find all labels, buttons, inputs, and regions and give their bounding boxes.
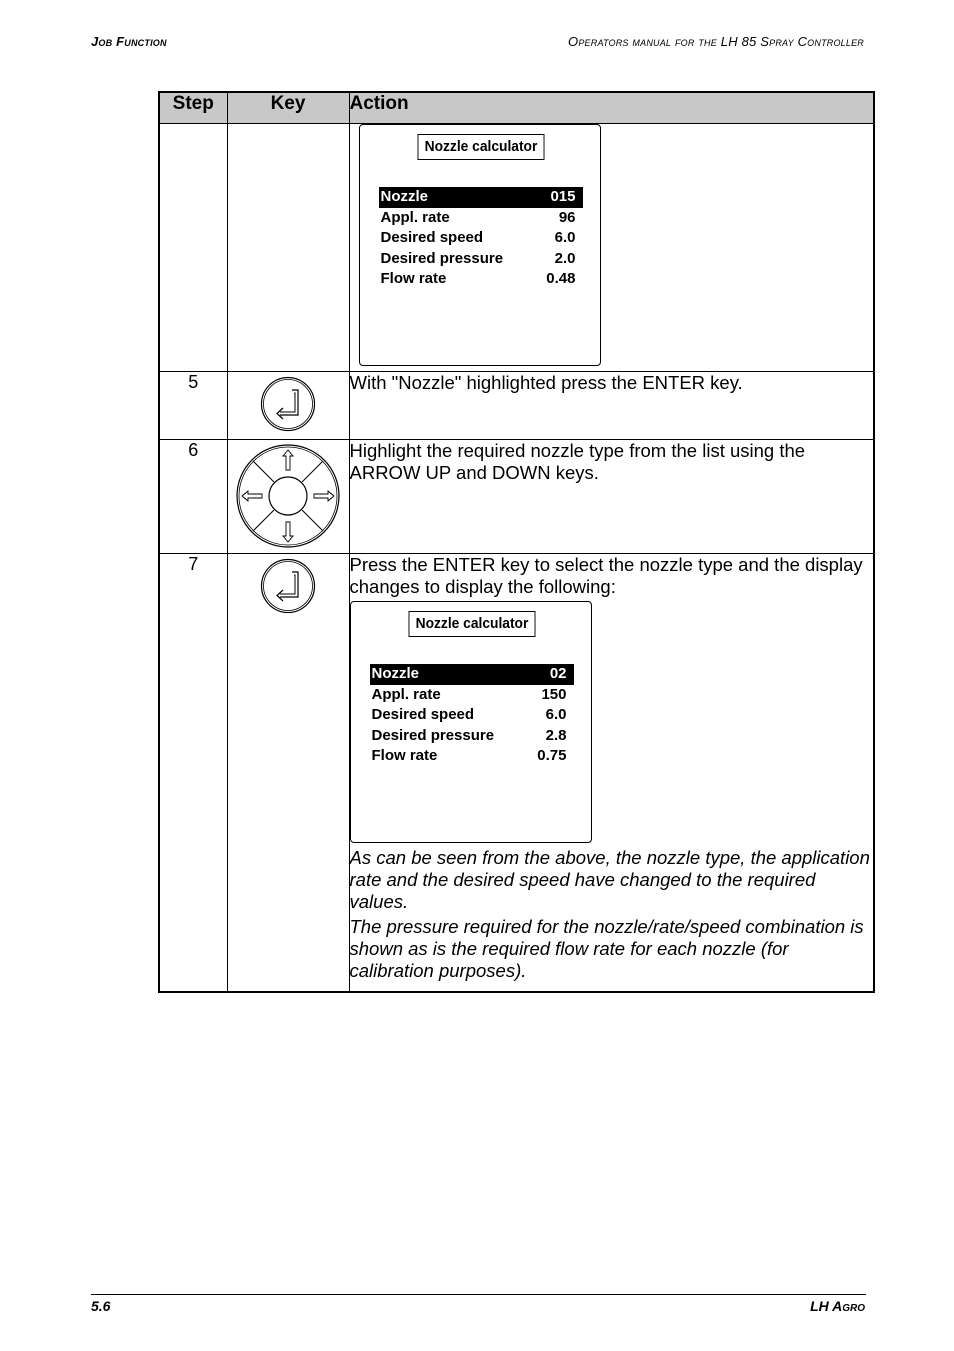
footer-company: LH Agro xyxy=(810,1298,865,1314)
note-paragraph: The pressure required for the nozzle/rate/speed combination is shown as is the required flow rate for each nozzle (for calibration purposes). xyxy=(349,916,864,981)
lcd-row-appl-rate: Appl. rate 150 xyxy=(371,685,567,703)
step-number: 5 xyxy=(159,372,227,440)
lcd-row-flow-rate: Flow rate 0.48 xyxy=(380,270,576,287)
column-header-action: Action xyxy=(349,92,874,124)
lcd-title: Nozzle calculator xyxy=(417,134,544,160)
lcd-row-desired-pressure: Desired pressure 2.0 xyxy=(380,249,576,267)
key-cell xyxy=(227,440,349,554)
table-row xyxy=(159,440,874,554)
column-header-step: Step xyxy=(159,92,227,124)
key-cell xyxy=(227,554,349,992)
lcd-row-appl-rate: Appl. rate 96 xyxy=(380,208,576,226)
step-number: 6 xyxy=(159,440,227,554)
step-number xyxy=(159,124,227,372)
table-row xyxy=(159,372,874,440)
lcd-row-flow-rate: Flow rate 0.75 xyxy=(371,747,567,764)
lcd-title: Nozzle calculator xyxy=(408,611,535,637)
lcd-row-nozzle: Nozzle 015 xyxy=(379,187,583,208)
action-cell xyxy=(349,124,874,372)
lcd-display xyxy=(359,124,601,366)
footer-divider xyxy=(91,1294,866,1295)
lcd-menu xyxy=(370,664,574,767)
action-cell xyxy=(349,440,874,554)
note-paragraph: As can be seen from the above, the nozzle type, the application rate and the desired speed have changed to the required values. xyxy=(349,847,870,912)
header-section-title: Job Function xyxy=(91,34,167,49)
enter-key-icon xyxy=(258,372,318,434)
page-number: 5.6 xyxy=(91,1298,111,1314)
table-header-row xyxy=(159,92,874,124)
header-manual-title: Operators manual for the LH 85 Spray Controller xyxy=(568,34,864,49)
key-cell xyxy=(227,372,349,440)
lcd-row-nozzle: Nozzle 02 xyxy=(370,664,574,685)
enter-key-icon xyxy=(258,554,318,616)
step-number: 7 xyxy=(159,554,227,992)
lcd-row-desired-speed: Desired speed 6.0 xyxy=(380,229,576,246)
action-text: With "Nozzle" highlighted press the ENTER key. xyxy=(349,372,743,393)
table-row xyxy=(159,124,874,372)
steps-table xyxy=(158,91,875,993)
action-cell xyxy=(349,554,874,992)
key-cell xyxy=(227,124,349,372)
lcd-menu xyxy=(379,187,583,290)
lcd-row-desired-pressure: Desired pressure 2.8 xyxy=(371,726,567,744)
action-cell xyxy=(349,372,874,440)
lcd-display xyxy=(350,601,592,843)
action-text: Highlight the required nozzle type from the list using the ARROW UP and DOWN keys. xyxy=(349,440,806,483)
table-row xyxy=(159,554,874,992)
action-text: Press the ENTER key to select the nozzle type and the display changes to display the following: xyxy=(349,554,863,597)
arrow-keypad-icon xyxy=(235,443,341,549)
lcd-row-desired-speed: Desired speed 6.0 xyxy=(371,706,567,723)
column-header-key: Key xyxy=(227,92,349,124)
